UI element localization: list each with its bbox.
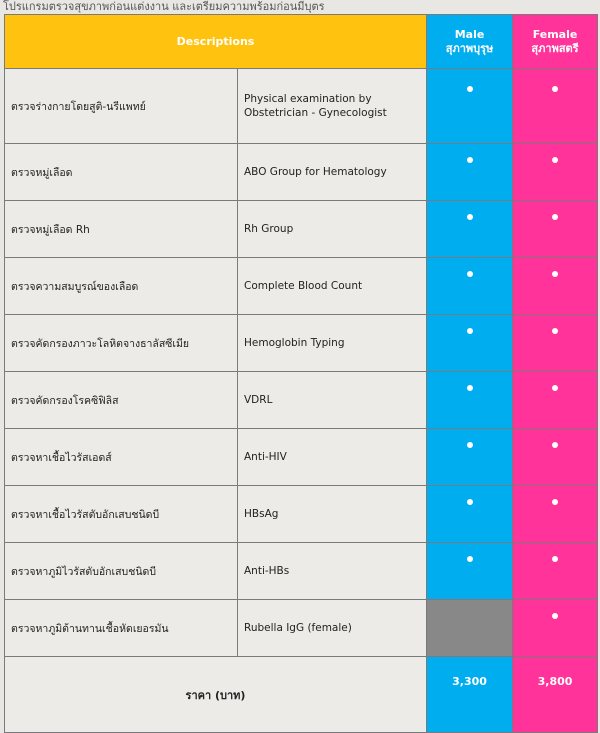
female-included-cell	[513, 600, 598, 657]
table-row	[5, 600, 598, 657]
male-included-cell	[427, 486, 513, 543]
bullet-dot-icon	[552, 499, 558, 505]
male-included-cell	[427, 315, 513, 372]
table-row	[5, 258, 598, 315]
female-header-label: Female	[532, 27, 578, 41]
female-price: 3,800	[513, 657, 598, 733]
item-thai-name: ตรวจคัดกรองโรคซิฟิลิส	[5, 372, 238, 429]
bullet-dot-icon	[552, 214, 558, 220]
table-row	[5, 315, 598, 372]
bullet-dot-icon	[552, 556, 558, 562]
item-thai-name: ตรวจหมู่เลือด	[5, 144, 238, 201]
female-included-cell	[513, 69, 598, 144]
female-included-cell	[513, 201, 598, 258]
item-thai-name: ตรวจหาภูมิต้านทานเชื้อหัดเยอรมัน	[5, 600, 238, 657]
male-included-cell	[427, 372, 513, 429]
price-label: ราคา (บาท)	[5, 657, 427, 733]
item-english-name: Complete Blood Count	[238, 258, 427, 315]
table-row	[5, 69, 598, 144]
bullet-dot-icon	[552, 613, 558, 619]
item-thai-name: ตรวจหมู่เลือด Rh	[5, 201, 238, 258]
table-row	[5, 372, 598, 429]
table-row	[5, 486, 598, 543]
bullet-dot-icon	[467, 86, 473, 92]
bullet-dot-icon	[552, 385, 558, 391]
item-english-name: HBsAg	[238, 486, 427, 543]
bullet-dot-icon	[467, 214, 473, 220]
item-english-name: ABO Group for Hematology	[238, 144, 427, 201]
table-row	[5, 429, 598, 486]
item-english-name: Anti-HBs	[238, 543, 427, 600]
female-included-cell	[513, 372, 598, 429]
male-included-cell	[427, 144, 513, 201]
bullet-dot-icon	[552, 328, 558, 334]
bullet-dot-icon	[552, 86, 558, 92]
page-title: โปรแกรมตรวจสุขภาพก่อนแต่งงาน และเตรียมความพร้อมก่อนมีบุตร	[3, 0, 325, 13]
item-english-name: Rubella IgG (female)	[238, 600, 427, 657]
table-row	[5, 201, 598, 258]
item-thai-name: ตรวจคัดกรองภาวะโลหิตจางธาลัสซีเมีย	[5, 315, 238, 372]
male-included-cell	[427, 543, 513, 600]
item-english-name: Rh Group	[238, 201, 427, 258]
item-thai-name: ตรวจหาเชื้อไวรัสเอดส์	[5, 429, 238, 486]
female-header	[513, 15, 598, 69]
descriptions-header: Descriptions	[5, 15, 427, 69]
item-english-name: Hemoglobin Typing	[238, 315, 427, 372]
female-included-cell	[513, 429, 598, 486]
bullet-dot-icon	[552, 157, 558, 163]
table-header-row	[5, 15, 598, 69]
male-not-applicable-cell	[427, 600, 513, 657]
female-included-cell	[513, 258, 598, 315]
male-included-cell	[427, 69, 513, 144]
checkup-table	[4, 14, 598, 733]
item-thai-name: ตรวจหาเชื้อไวรัสตับอักเสบชนิดบี	[5, 486, 238, 543]
bullet-dot-icon	[467, 385, 473, 391]
male-header	[427, 15, 513, 69]
male-included-cell	[427, 429, 513, 486]
female-header-thai: สุภาพสตรี	[531, 41, 579, 55]
male-header-thai: สุภาพบุรุษ	[445, 41, 494, 55]
male-price: 3,300	[427, 657, 513, 733]
male-included-cell	[427, 201, 513, 258]
female-included-cell	[513, 486, 598, 543]
bullet-dot-icon	[467, 157, 473, 163]
female-included-cell	[513, 144, 598, 201]
bullet-dot-icon	[467, 499, 473, 505]
item-english-name: VDRL	[238, 372, 427, 429]
item-thai-name: ตรวจหาภูมิไวรัสตับอักเสบชนิดบี	[5, 543, 238, 600]
item-thai-name: ตรวจร่างกายโดยสูติ-นรีแพทย์	[5, 69, 238, 144]
item-english-name: Anti-HIV	[238, 429, 427, 486]
price-row	[5, 657, 598, 733]
table-row	[5, 543, 598, 600]
item-english-name: Physical examination by Obstetrician - Gynecologist	[238, 69, 427, 144]
male-included-cell	[427, 258, 513, 315]
female-included-cell	[513, 315, 598, 372]
bullet-dot-icon	[552, 442, 558, 448]
table-row	[5, 144, 598, 201]
bullet-dot-icon	[467, 328, 473, 334]
bullet-dot-icon	[467, 556, 473, 562]
bullet-dot-icon	[467, 442, 473, 448]
male-header-label: Male	[454, 27, 485, 41]
bullet-dot-icon	[552, 271, 558, 277]
item-thai-name: ตรวจความสมบูรณ์ของเลือด	[5, 258, 238, 315]
bullet-dot-icon	[467, 271, 473, 277]
female-included-cell	[513, 543, 598, 600]
